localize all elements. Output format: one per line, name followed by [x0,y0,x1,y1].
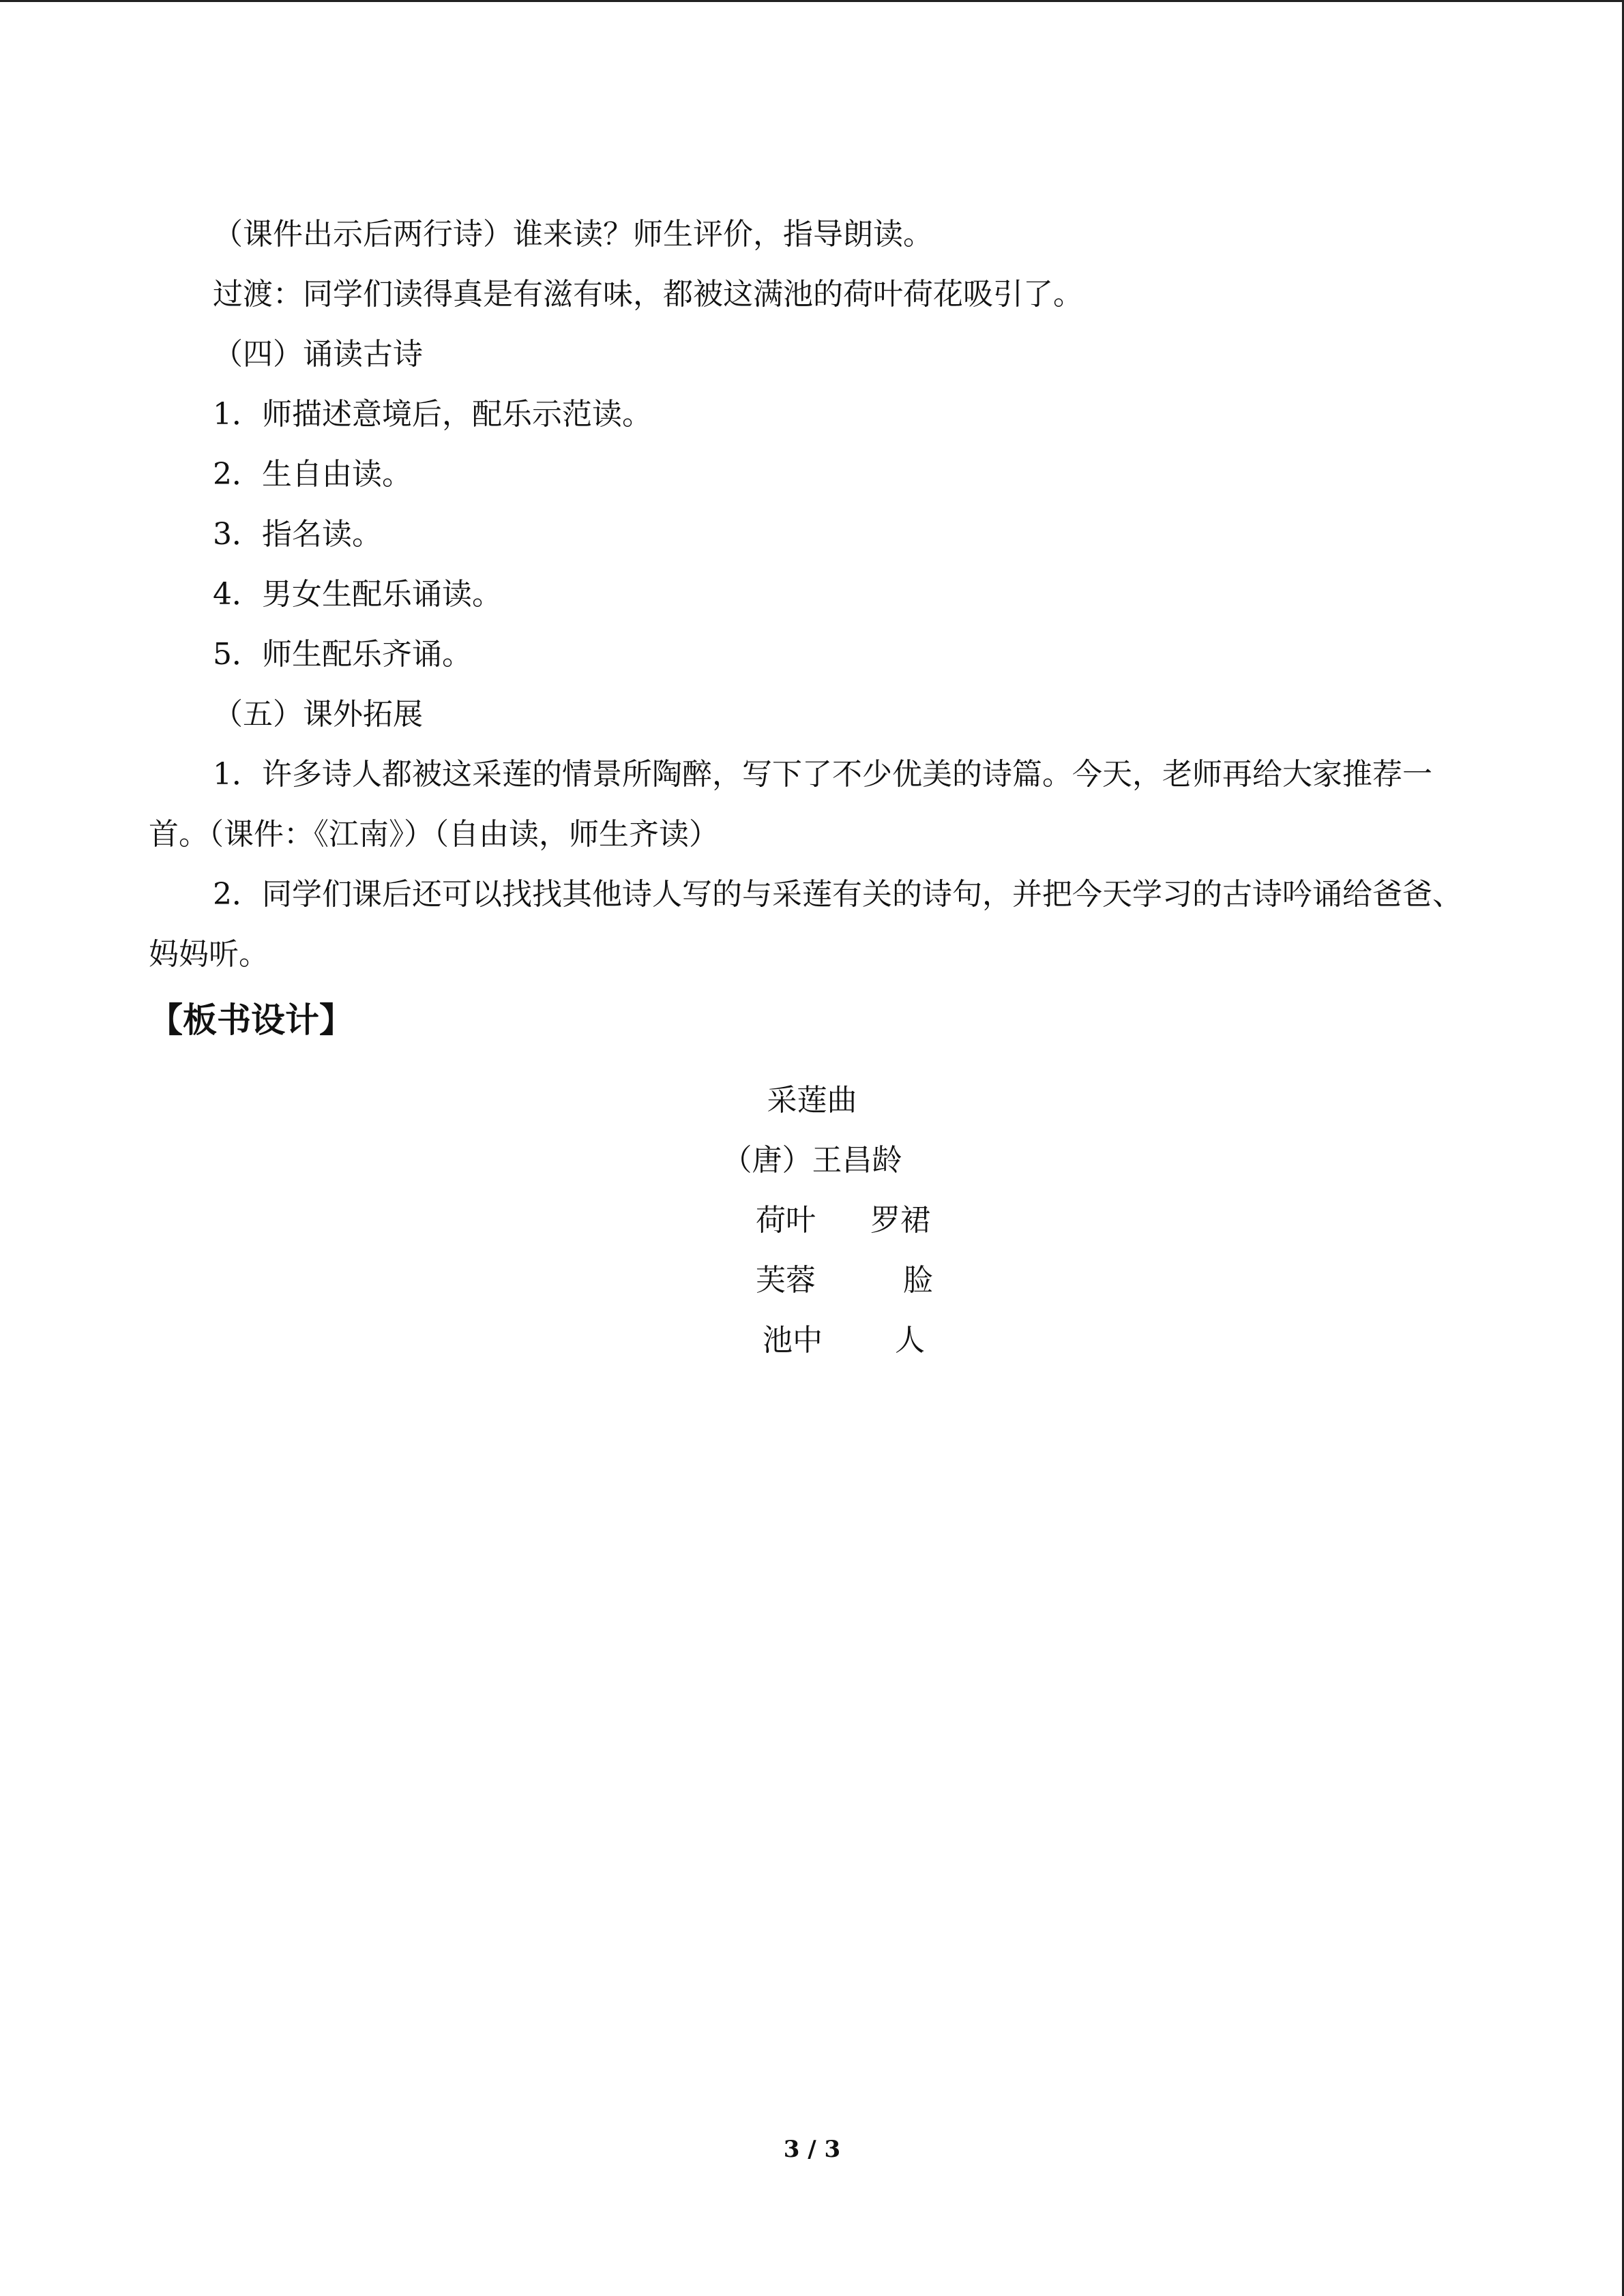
board-row-1-left: 荷叶 [756,1203,816,1238]
section-heading-extension: （五）课外拓展 [213,697,423,732]
paragraph-courseware-reading: （课件出示后两行诗）谁来读？师生评价，指导朗读。 [213,217,933,252]
board-row-2-left: 芙蓉 [756,1263,816,1298]
board-row-3-right: 人 [895,1323,925,1358]
poem-author: （唐）王昌龄 [722,1143,902,1178]
list-item-5: 5．师生配乐齐诵。 [213,637,472,672]
paragraph-extension-2: 2．同学们课后还可以找找其他诗人写的与采莲有关的诗句，并把今天学习的古诗吟诵给爸爸、妈妈听。 [149,877,1462,972]
top-border-rule [0,0,1624,2]
section-heading-recite: （四）诵读古诗 [213,337,423,372]
list-item-4: 4．男女生配乐诵读。 [213,577,502,612]
list-item-1: 1．师描述意境后，配乐示范读。 [213,397,652,432]
list-item-2: 2．生自由读。 [213,457,412,492]
paragraph-transition: 过渡：同学们读得真是有滋有味，都被这满池的荷叶荷花吸引了。 [213,277,1083,312]
board-row-1-right: 罗裙 [870,1203,930,1238]
poem-title: 采莲曲 [767,1083,857,1118]
paragraph-extension-1: 1．许多诗人都被这采莲的情景所陶醉，写下了不少优美的诗篇。今天，老师再给大家推荐一首。（课件：《江南》）（自由读，师生齐读） [149,757,1432,852]
board-design-heading: 【板书设计】 [149,1000,353,1040]
list-item-3: 3．指名读。 [213,517,382,552]
page-number: 3 / 3 [783,2136,841,2163]
board-row-2-right: 脸 [903,1263,933,1298]
board-row-3-left: 池中 [763,1323,823,1358]
